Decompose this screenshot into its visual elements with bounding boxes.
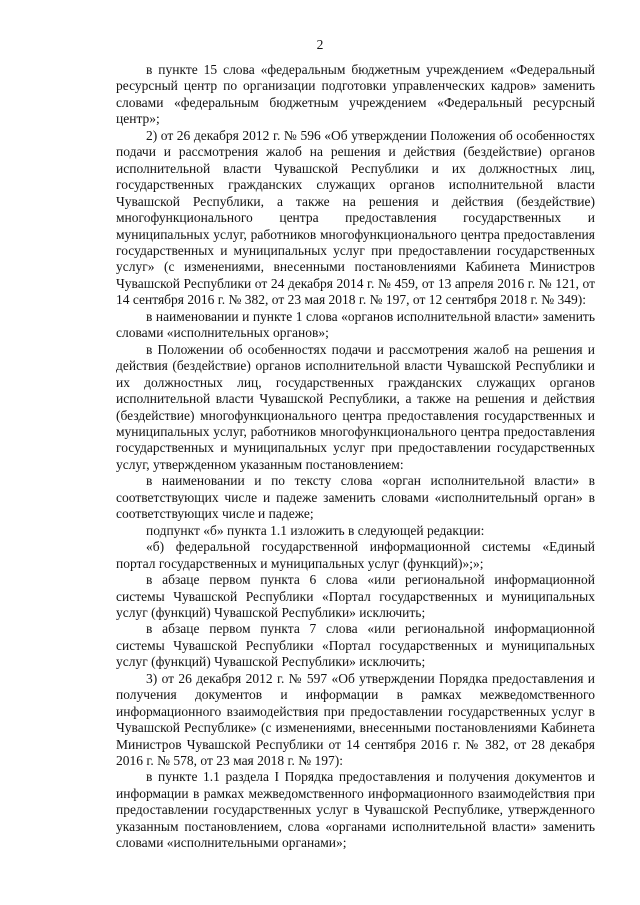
paragraph-8: в абзаце первом пункта 6 слова «или региональной информационной системы Чувашской Республики «Портал государственных и муниципальных услуг (функций) Чувашской Республики» исключить;	[116, 572, 595, 620]
paragraph-2: 2) от 26 декабря 2012 г. № 596 «Об утверждении Положения об особенностях подачи и рассмотрения жалоб на решения и действия (бездействие) органов исполнительной власти Чувашской Республики и их должностных лиц, государственных гражданских служащих органов исполнительной власти Чувашской Республики, а также на решения и действия (бездействие) многофункционального центра предоставления государственных и муниципальных услуг, работников многофункционального центра предоставления государственных и муниципальных услуг при предоставлении государственных услуг» (с изменениями, внесенными постановлениями Кабинета Министров Чувашской Республики от 24 декабря 2014 г. № 459, от 13 апреля 2016 г. № 121, от 14 сентября 2016 г. № 382, от 23 мая 2018 г. № 197, от 12 сентября 2018 г. № 349):	[116, 127, 595, 308]
paragraph-5: в наименовании и по тексту слова «орган исполнительной власти» в соответствующих числе и падеже заменить словами «исполнительный орган» в соответствующих числе и падеже;	[116, 473, 595, 522]
paragraph-7: «б) федеральной государственной информационной системы «Единый портал государственных и муниципальных услуг (функций)»;»;	[116, 539, 595, 571]
paragraph-1: в пункте 15 слова «федеральным бюджетным учреждением «Федеральный ресурсный центр по организации подготовки управленческих кадров» заменить словами «федеральным бюджетным учреждением «Федеральный ресурсный центр»;	[116, 62, 595, 127]
paragraph-11: в пункте 1.1 раздела I Порядка предоставления и получения документов и информации в рамках межведомственного информационного взаимодействия при предоставлении государственных услуг в Чувашской Республике, утвержденного указанным постановлением, слова «органами исполнительной власти» заменить словами «исполнительными органами»;	[116, 769, 595, 851]
paragraph-4: в Положении об особенностях подачи и рассмотрения жалоб на решения и действия (бездействие) органов исполнительной власти Чувашской Республики и их должностных лиц, государственных гражданских служащих органов исполнительной власти Чувашской Республики, а также на решения и действия (бездействие) многофункционального центра предоставления государственных и муниципальных услуг, работников многофункционального центра предоставления государственных и муниципальных услуг при предоставлении государственных услуг, утвержденном указанным постановлением:	[116, 341, 595, 472]
paragraph-6: подпункт «б» пункта 1.1 изложить в следующей редакции:	[146, 522, 485, 538]
page-number: 2	[316, 37, 324, 52]
document-body	[116, 62, 595, 852]
paragraph-10: 3) от 26 декабря 2012 г. № 597 «Об утверждении Порядка предоставления и получения документов и информации в рамках межведомственного информационного взаимодействия при предоставлении государственных услуг в Чувашской Республике» (с изменениями, внесенными постановлениями Кабинета Министров Чувашской Республики от 14 сентября 2016 г. № 382, от 28 декабря 2016 г. № 578, от 23 мая 2018 г. № 197):	[116, 670, 595, 769]
paragraph-3: в наименовании и пункте 1 слова «органов исполнительной власти» заменить словами «исполнительных органов»;	[116, 308, 595, 341]
paragraph-9: в абзаце первом пункта 7 слова «или региональной информационной системы Чувашской Республики «Портал государственных и муниципальных услуг (функций) Чувашской Республики» исключить;	[116, 621, 595, 670]
